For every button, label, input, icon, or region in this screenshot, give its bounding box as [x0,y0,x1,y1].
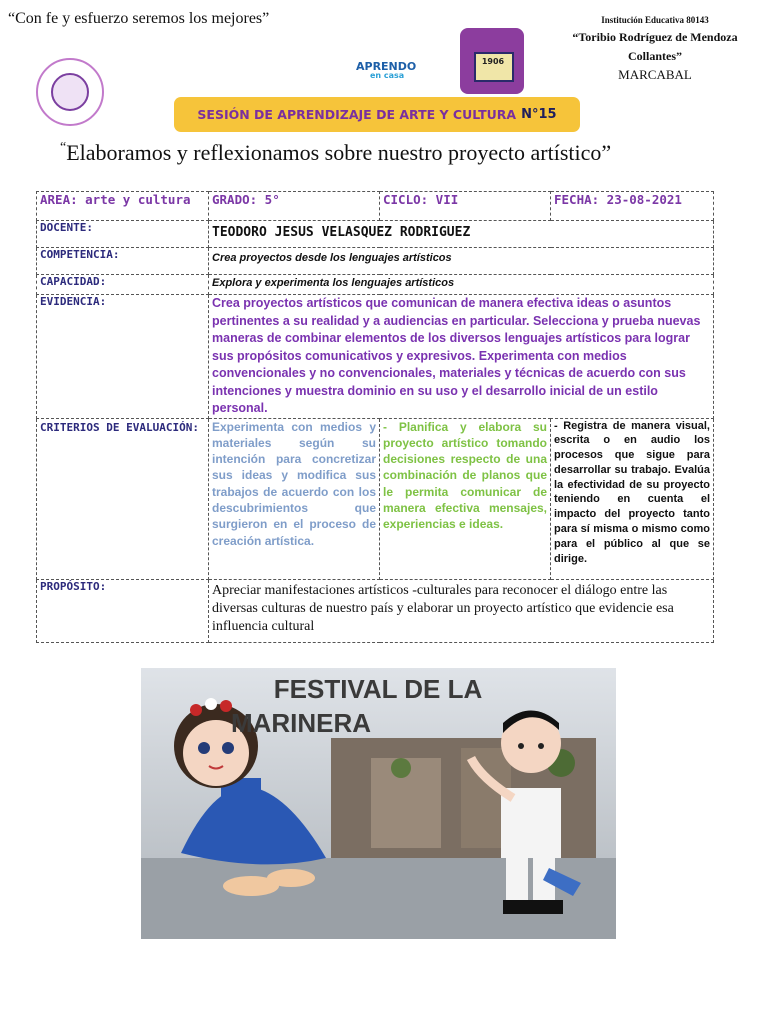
festival-illustration [141,668,616,939]
table-row [37,418,714,579]
fecha-cell: FECHA: 23-08-2021 [551,192,714,221]
crest-year: 1906 [481,57,505,66]
capacidad-label: CAPACIDAD: [37,275,209,295]
institution-patron-line2: Collantes” [628,48,682,63]
criterios-label: CRITERIOS DE EVALUACIÓN: [37,418,209,579]
competencia-value: Crea proyectos desde los lenguajes artísticos [209,248,714,275]
grado-cell: GRADO: 5° [209,192,380,221]
festival-marinera-image [141,668,616,939]
image-caption-line2: MARINERA [230,708,372,738]
proposito-value: Apreciar manifestaciones artísticos -culturales para reconocer el diálogo entre las diversas culturas de nuestro país y elaborar un proyecto artístico que evidencie esa influencia cultural [209,579,714,642]
evidencia-value: Crea proyectos artísticos que comunican de manera efectiva ideas o asuntos pertinentes a su realidad y a audiencias en particular. Selecciona y prueba nuevas maneras de combinar elementos de los diversos lenguajes artísticos para lograr sus propósitos comunicativos y expresivos. Experimenta con medios convencionales y no convencionales, materiales y técnicas de acuerdo con sus intenciones y muestra dominio en su uso y el desarrollo inicial de un estilo personal. [209,295,714,419]
docente-value: TEODORO JESUS VELASQUEZ RODRIGUEZ [209,221,714,248]
docente-label: DOCENTE: [37,221,209,248]
competencia-label: COMPETENCIA: [37,248,209,275]
session-number: N°15 [521,107,557,122]
table-row [37,579,714,642]
institution-info [550,14,760,85]
school-seal-logo [36,58,104,126]
table-row [37,192,714,221]
seal-emblem-icon [51,73,89,111]
aprendo-logo-text: APRENDO [356,60,417,73]
page-title [60,140,611,166]
institution-location: MARCABAL [618,67,692,83]
aprendo-logo-subtext: en casa [370,71,405,81]
title-text: Elaboramos y reflexionamos sobre nuestro proyecto artístico” [66,140,612,165]
institution-patron-line1: “Toribio Rodríguez de Mendoza [572,29,738,44]
table-row [37,221,714,248]
area-cell: AREA: arte y cultura [37,192,209,221]
session-info-table [36,191,714,643]
table-row [37,275,714,295]
school-motto: “Con fe y esfuerzo seremos los mejores” [8,10,270,27]
capacidad-value: Explora y experimenta los lenguajes artísticos [209,275,714,295]
aprendo-en-casa-logo [356,62,416,80]
image-caption-line1: FESTIVAL DE LA [273,674,483,704]
session-banner-text: SESIÓN DE APRENDIZAJE DE ARTE Y CULTURA [197,107,517,122]
institution-name: Institución Educativa 80143 [601,15,709,25]
table-row [37,295,714,419]
criterio-3: - Registra de manera visual, escrita o en audio los procesos que sigue para desarrollar su trabajo. Evalúa la efectividad de su proyecto teniendo en cuenta el impacto del proyecto tanto para sí misma o mismo como para el público al que se dirige. [551,418,714,579]
ciclo-cell: CICLO: VII [380,192,551,221]
table-row [37,248,714,275]
title-open-quote: “ [60,140,67,155]
criterio-2: - Planifica y elabora su proyecto artístico tomando decisiones respecto de una combinación de planos que le permita comunicar de manera efectiva mensajes, experiencias e ideas. [380,418,551,579]
proposito-label: PROPÓSITO: [37,579,209,642]
institution-crest-logo [460,28,524,94]
criterio-1: Experimenta con medios y materiales según su intención para concretizar sus ideas y modifica sus trabajos de acuerdo con los descubrimientos que surgieron en el proceso de creación artística. [209,418,380,579]
session-banner [174,97,580,132]
evidencia-label: EVIDENCIA: [37,295,209,419]
